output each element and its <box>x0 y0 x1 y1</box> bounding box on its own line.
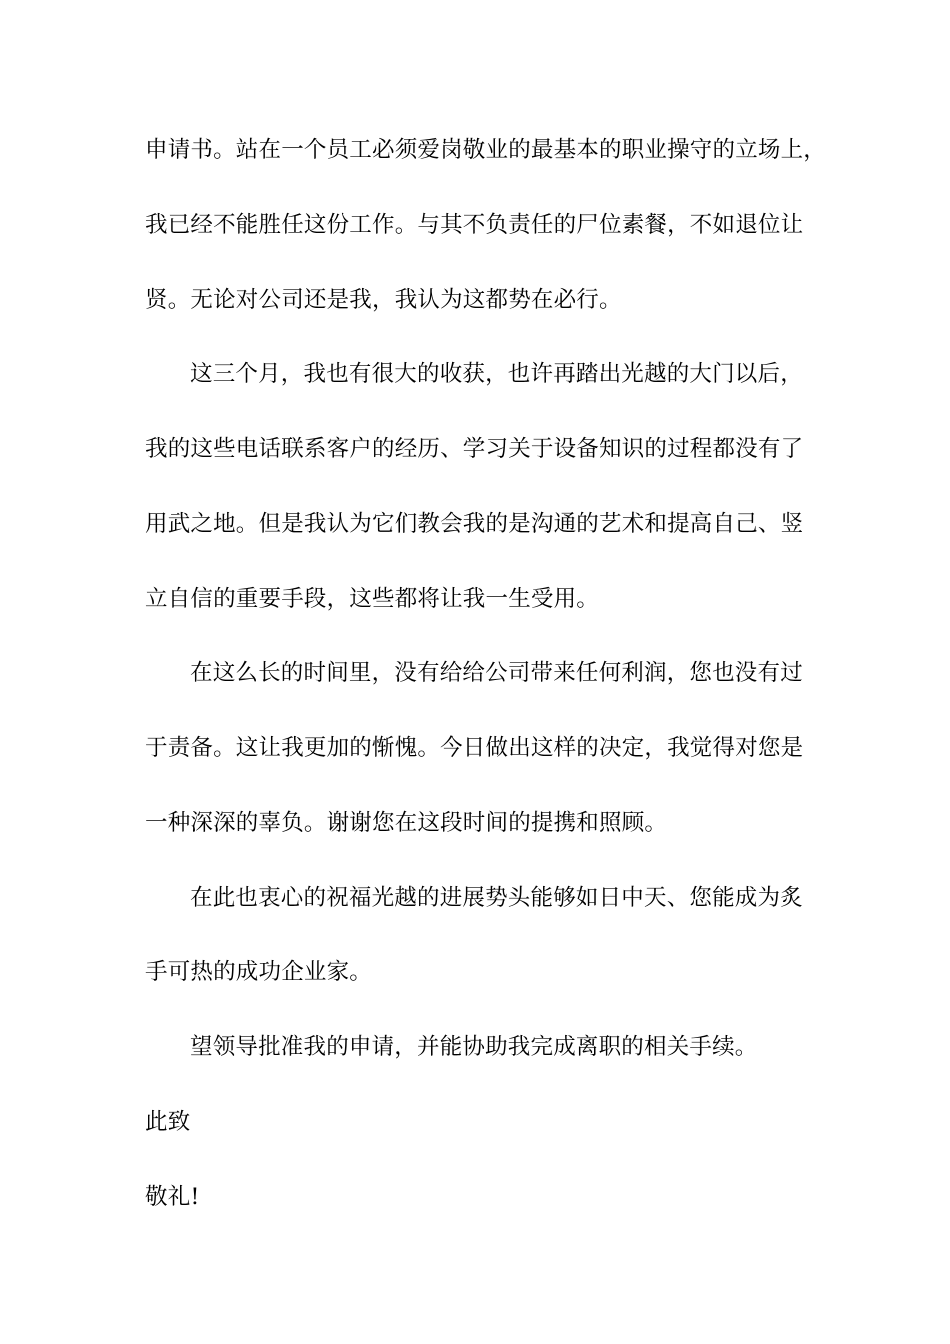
text-line-9: 于责备。这让我更加的惭愧。今日做出这样的决定，我觉得对您是 <box>145 735 804 761</box>
text-line-13: 望领导批准我的申请，并能协助我完成离职的相关手续。 <box>190 1034 758 1060</box>
text-line-11: 在此也衷心的祝福光越的进展势头能够如日中天、您能成为炙 <box>190 885 803 911</box>
text-line-2: 我已经不能胜任这份工作。与其不负责任的尸位素餐，不如退位让 <box>145 212 804 238</box>
text-line-10: 一种深深的辜负。谢谢您在这段时间的提携和照顾。 <box>145 810 668 836</box>
text-line-3: 贤。无论对公司还是我，我认为这都势在必行。 <box>145 287 622 313</box>
closing-line-1: 此致 <box>145 1109 191 1135</box>
text-line-5: 我的这些电话联系客户的经历、学习关于设备知识的过程都没有了 <box>145 436 804 462</box>
text-line-8: 在这么长的时间里，没有给给公司带来任何利润，您也没有过 <box>190 660 803 686</box>
text-line-6: 用武之地。但是我认为它们教会我的是沟通的艺术和提高自己、竖 <box>145 511 804 537</box>
text-line-4: 这三个月，我也有很大的收获，也许再踏出光越的大门以后， <box>190 361 803 387</box>
text-line-12: 手可热的成功企业家。 <box>145 959 373 985</box>
text-line-7: 立自信的重要手段，这些都将让我一生受用。 <box>145 586 600 612</box>
text-line-1: 申请书。站在一个员工必须爱岗敬业的最基本的职业操守的立场上， <box>145 137 827 163</box>
closing-line-2: 敬礼! <box>145 1184 200 1210</box>
